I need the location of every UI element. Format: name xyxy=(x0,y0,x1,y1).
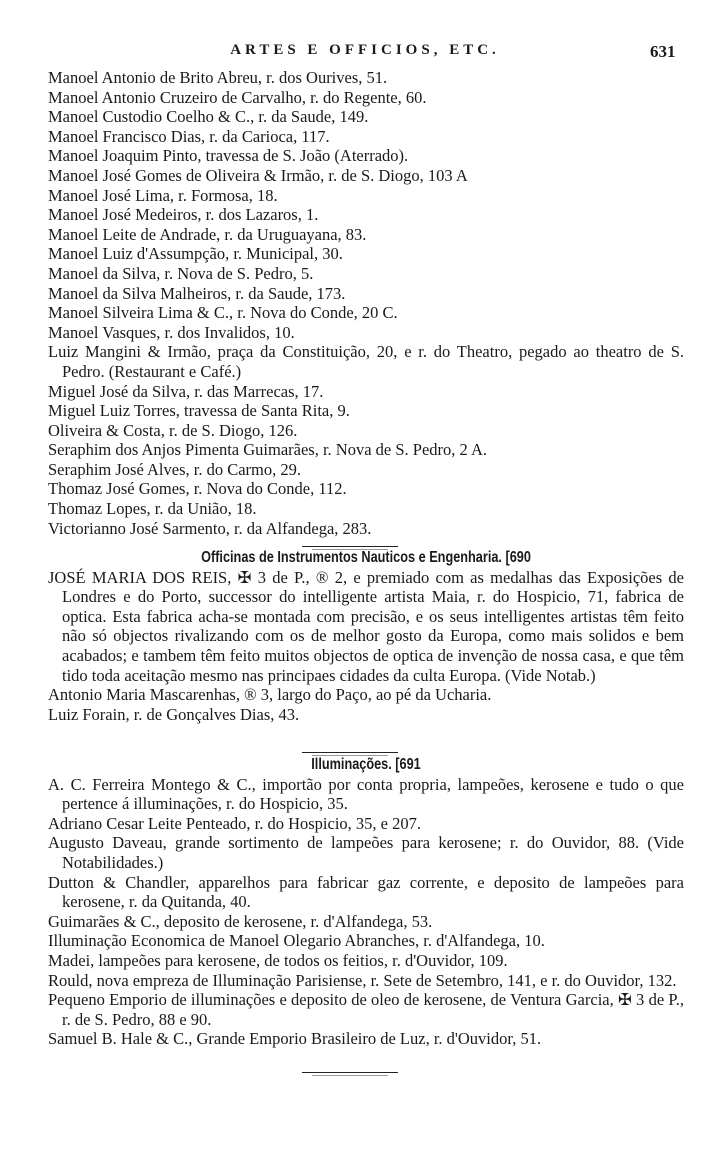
directory-entry: Thomaz José Gomes, r. Nova do Conde, 112. xyxy=(48,479,347,499)
directory-entry: Manoel da Silva, r. Nova de S. Pedro, 5. xyxy=(48,263,314,283)
directory-entry: Manoel da Silva Malheiros, r. da Saude, 173. xyxy=(48,283,346,303)
directory-entry: Seraphim José Alves, r. do Carmo, 29. xyxy=(48,459,301,479)
section-heading: Illuminações. [691 xyxy=(311,756,421,773)
directory-entry: Luiz Forain, r. de Gonçalves Dias, 43. xyxy=(48,704,300,724)
directory-entry: Rould, nova empreza de Illuminação Parisiense, r. Sete de Setembro, 141, e r. do Ouvidor, 132. xyxy=(48,970,677,990)
directory-entry: JOSÉ MARIA DOS REIS, ✠ 3 de P., ® 2, e premiado com as medalhas das Exposições de Londres e do Porto, successor do intelligente artista Maia, r. do Hospicio, 71, fabrica de optica. Esta fabrica acha-se montada com precisão, e os seus intelligentes artistas têm feito não só objectos rivalizando com os de melhor gosto da Europa, como mais solidos e bem acabados; e tambem têm feito muitos objectos de optica de invenção de nossa casa, e que têm tido toda aceitação mesmo nas principaes cidades da culta Europa. (Vide Notab.) xyxy=(48,567,684,685)
directory-entry: Seraphim dos Anjos Pimenta Guimarães, r. Nova de S. Pedro, 2 A. xyxy=(48,440,488,460)
directory-entry: Manoel José Medeiros, r. dos Lazaros, 1. xyxy=(48,205,319,225)
directory-entry: Adriano Cesar Leite Penteado, r. do Hospicio, 35, e 207. xyxy=(48,813,421,833)
directory-entry: Illuminação Economica de Manoel Olegario Abranches, r. d'Alfandega, 10. xyxy=(48,931,545,951)
directory-entry: Victorianno José Sarmento, r. da Alfandega, 283. xyxy=(48,518,372,538)
directory-entry: Manoel Francisco Dias, r. da Carioca, 117. xyxy=(48,126,330,146)
directory-entry: Manoel Leite de Andrade, r. da Uruguayana, 83. xyxy=(48,224,367,244)
directory-entry: Manoel Silveira Lima & C., r. Nova do Conde, 20 C. xyxy=(48,303,398,323)
section-divider xyxy=(302,752,398,753)
section-heading: Officinas de Instrumentos Nauticos e Engenharia. [690 xyxy=(201,549,531,566)
directory-entry: Thomaz Lopes, r. da União, 18. xyxy=(48,499,257,519)
directory-entry: A. C. Ferreira Montego & C., importão por conta propria, lampeões, kerosene e tudo o que pertence á illuminações, r. do Hospicio, 35. xyxy=(48,774,684,814)
page-number: 631 xyxy=(650,42,676,61)
section-continued-list xyxy=(48,68,684,538)
section-divider xyxy=(302,546,398,547)
running-title: ARTES E OFFICIOS, ETC. xyxy=(230,42,500,58)
directory-entry: Oliveira & Costa, r. de S. Diogo, 126. xyxy=(48,420,298,440)
section-divider xyxy=(302,1072,398,1073)
directory-entry: Dutton & Chandler, apparelhos para fabricar gaz corrente, e deposito de lampeões para kerosene, r. da Quitanda, 40. xyxy=(48,872,684,912)
directory-entry: Manoel José Lima, r. Formosa, 18. xyxy=(48,185,278,205)
directory-entry: Miguel Luiz Torres, travessa de Santa Rita, 9. xyxy=(48,401,350,421)
directory-entry: Manoel Custodio Coelho & C., r. da Saude, 149. xyxy=(48,107,369,127)
running-header xyxy=(0,42,725,64)
directory-entry: Manoel Luiz d'Assumpção, r. Municipal, 30. xyxy=(48,244,343,264)
directory-entry: Madei, lampeões para kerosene, de todos os feitios, r. d'Ouvidor, 109. xyxy=(48,950,508,970)
directory-entry: Manoel Antonio de Brito Abreu, r. dos Ourives, 51. xyxy=(48,68,388,87)
directory-entry: Antonio Maria Mascarenhas, ® 3, largo do Paço, ao pé da Ucharia. xyxy=(48,685,492,705)
directory-entry: Miguel José da Silva, r. das Marrecas, 17. xyxy=(48,381,324,401)
directory-entry: Samuel B. Hale & C., Grande Emporio Brasileiro de Luz, r. d'Ouvidor, 51. xyxy=(48,1029,542,1049)
directory-entry: Manoel José Gomes de Oliveira & Irmão, r. de S. Diogo, 103 A xyxy=(48,165,468,185)
section-illuminacoes xyxy=(48,755,684,1049)
directory-entry: Augusto Daveau, grande sortimento de lampeões para kerosene; r. do Ouvidor, 88. (Vide Notabilidades.) xyxy=(48,833,684,872)
directory-entry: Luiz Mangini & Irmão, praça da Constituição, 20, e r. do Theatro, pegado ao theatro de S. Pedro. (Restaurant e Café.) xyxy=(48,342,684,381)
directory-entry: Manoel Antonio Cruzeiro de Carvalho, r. do Regente, 60. xyxy=(48,87,427,107)
section-nauticos xyxy=(48,548,684,724)
directory-entry: Guimarães & C., deposito de kerosene, r. d'Alfandega, 53. xyxy=(48,911,433,931)
directory-entry: Manoel Vasques, r. dos Invalidos, 10. xyxy=(48,322,295,342)
directory-entry: Manoel Joaquim Pinto, travessa de S. João (Aterrado). xyxy=(48,146,409,166)
directory-entry: Pequeno Emporio de illuminações e deposito de oleo de kerosene, de Ventura Garcia, ✠ 3 de P., r. de S. Pedro, 88 e 90. xyxy=(48,990,684,1029)
